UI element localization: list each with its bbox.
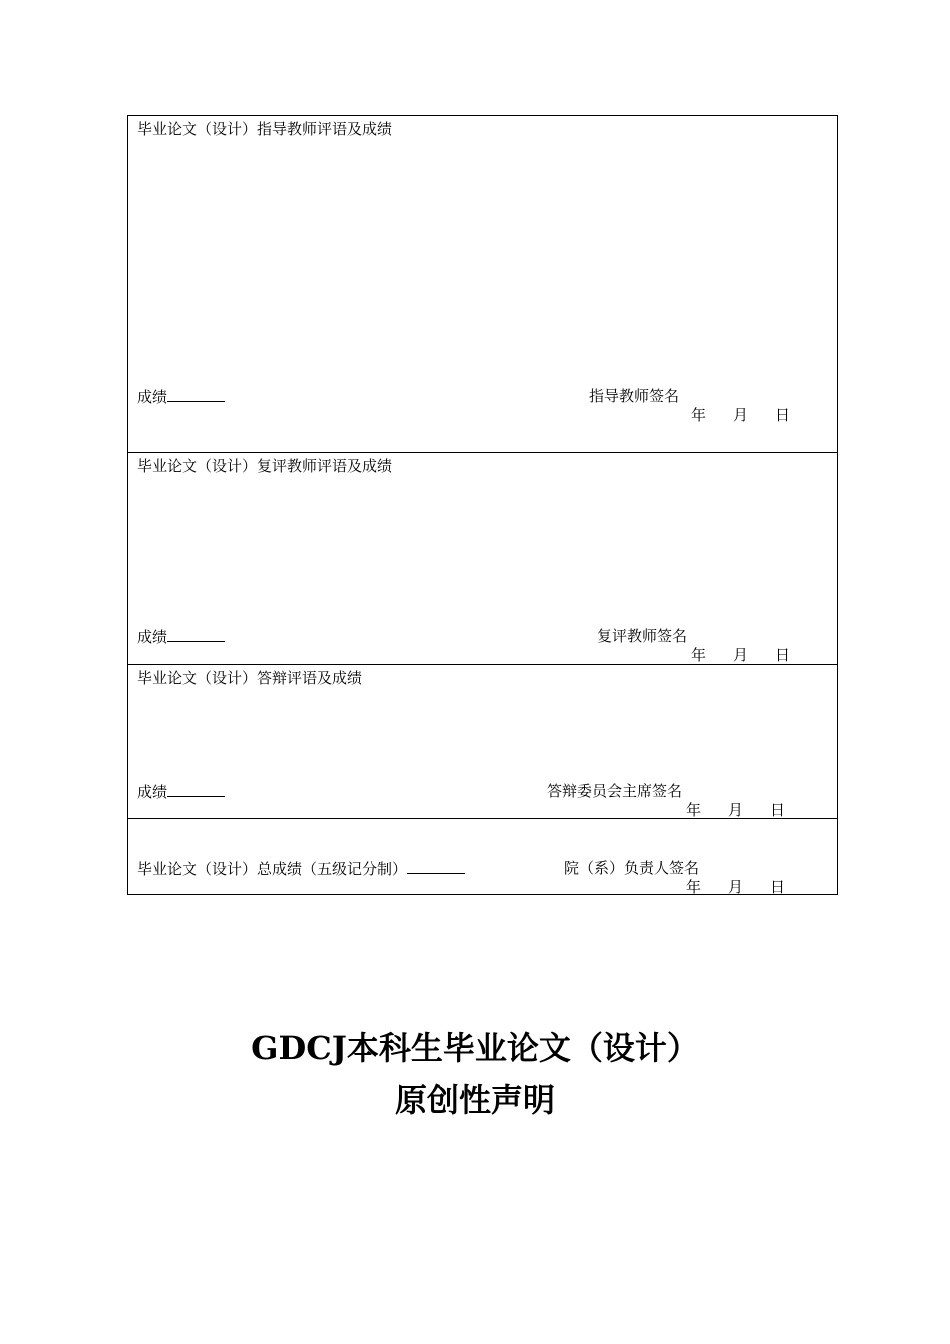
total-score-field[interactable] [137, 859, 465, 878]
total-score-section [128, 818, 837, 896]
total-date-line [686, 878, 785, 896]
department-head-signature-label: 院（系）负责人签名 [564, 859, 700, 877]
declaration-subtitle: 原创性声明 [394, 1081, 555, 1119]
evaluation-form-table [127, 115, 838, 895]
defense-date-year: 年 [686, 801, 702, 819]
defense-evaluation-section [128, 664, 837, 818]
advisor-section-heading: 毕业论文（设计）指导教师评语及成绩 [137, 120, 393, 138]
reviewer-date-year: 年 [691, 646, 707, 664]
advisor-signature-label: 指导教师签名 [589, 387, 680, 405]
advisor-score-label: 成绩 [137, 388, 168, 406]
advisor-score-blank[interactable] [167, 387, 225, 402]
advisor-evaluation-section [128, 116, 837, 452]
reviewer-score-blank[interactable] [167, 627, 225, 642]
reviewer-score-label: 成绩 [137, 628, 168, 646]
total-score-label: 毕业论文（设计）总成绩（五级记分制） [137, 860, 408, 878]
defense-signature-label: 答辩委员会主席签名 [547, 782, 683, 800]
total-date-day: 日 [770, 878, 786, 896]
reviewer-section-heading: 毕业论文（设计）复评教师评语及成绩 [137, 457, 393, 475]
reviewer-date-day: 日 [775, 646, 791, 664]
total-date-year: 年 [686, 878, 702, 896]
reviewer-signature-label: 复评教师签名 [597, 627, 688, 645]
defense-score-blank[interactable] [167, 782, 225, 797]
advisor-date-day: 日 [775, 406, 791, 424]
defense-score-field[interactable] [137, 782, 225, 801]
defense-section-heading: 毕业论文（设计）答辩评语及成绩 [137, 669, 363, 687]
advisor-date-month: 月 [733, 406, 749, 424]
defense-date-month: 月 [728, 801, 744, 819]
advisor-date-line [691, 406, 790, 424]
defense-score-label: 成绩 [137, 783, 168, 801]
total-date-month: 月 [728, 878, 744, 896]
reviewer-date-line [691, 646, 790, 664]
advisor-date-year: 年 [691, 406, 707, 424]
declaration-title: GDCJ本科生毕业论文（设计） [251, 1029, 699, 1067]
reviewer-score-field[interactable] [137, 627, 225, 646]
total-score-blank[interactable] [407, 859, 465, 874]
reviewer-evaluation-section [128, 452, 837, 664]
reviewer-date-month: 月 [733, 646, 749, 664]
advisor-score-field[interactable] [137, 387, 225, 406]
defense-date-day: 日 [770, 801, 786, 819]
defense-date-line [686, 801, 785, 819]
